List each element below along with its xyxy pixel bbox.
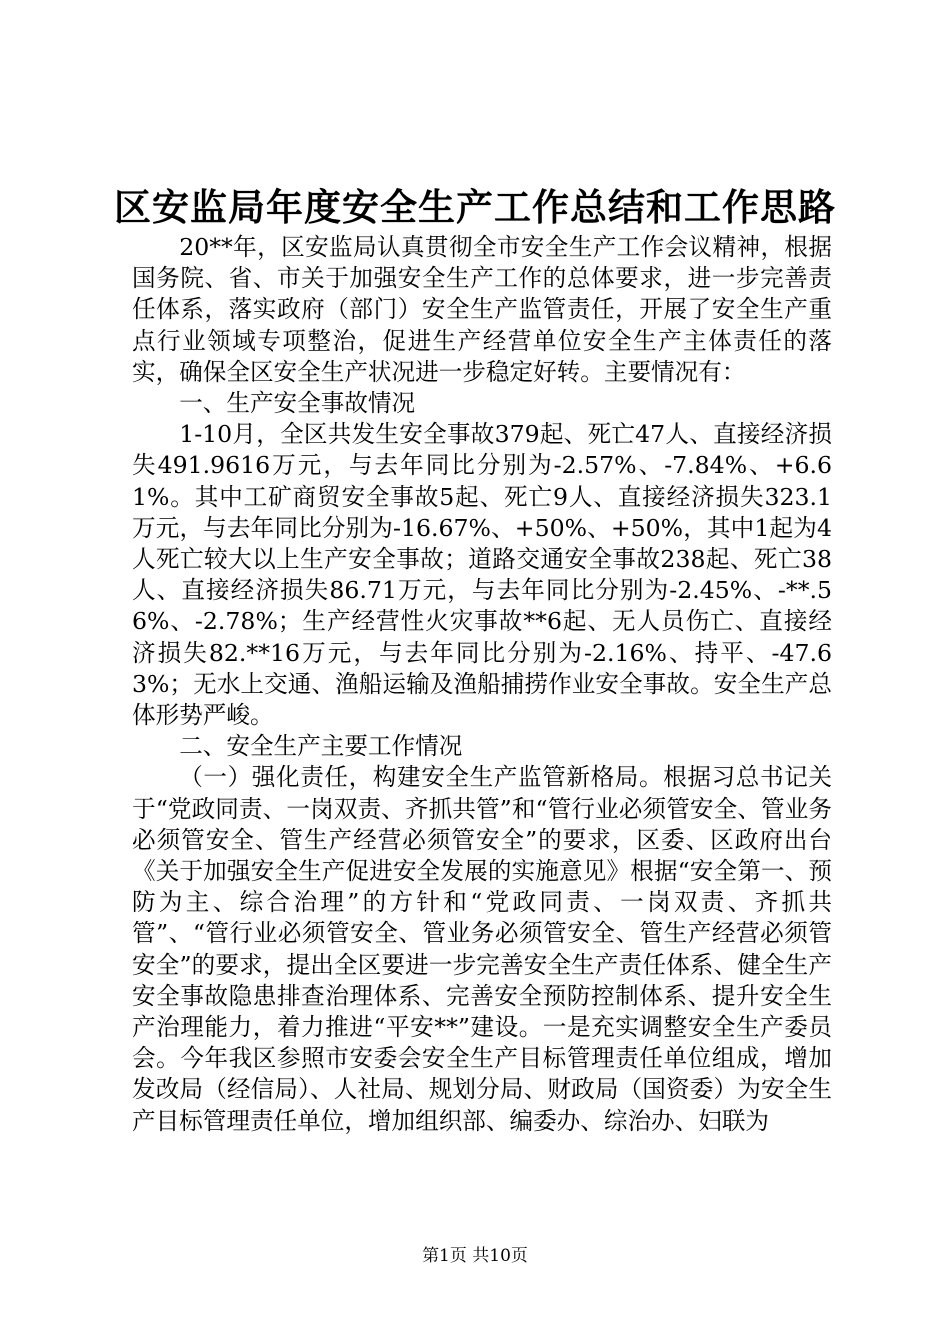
work-paragraph: （一）强化责任，构建安全生产监管新格局。根据习总书记关于“党政同责、一岗双责、齐抓共管”和“管行业必须管安全、管业务必须管安全、管生产经营必须管安全”的要求，区委、区政府出台《关于加强安全生产促进安全发展的实施意见》根据“安全第一、预防为主、综合治理”的方针和“党政同责、一岗双责、齐抓共管”、“管行业必须管安全、管业务必须管安全、管生产经营必须管安全”的要求，提出全区要进一步完善安全生产责任体系、健全生产安全事故隐患排查治理体系、完善安全预防控制体系、提升安全生产治理能力，着力推进“平安**”建设。一是充实调整安全生产委员会。今年我区参照市安委会安全生产目标管理责任单位组成，增加发改局（经信局）、人社局、规划分局、财政局（国资委）为安全生产目标管理责任单位，增加组织部、编委办、综治办、妇联为 — [132, 763, 832, 1135]
accidents-paragraph: 1-10月，全区共发生安全事故379起、死亡47人、直接经济损失491.9616万元，与去年同比分别为-2.57%、-7.84%、+6.61%。其中工矿商贸安全事故5起、死亡9人、直接经济损失323.1万元，与去年同比分别为-16.67%、+50%、+50%，其中1起为4人死亡较大以上生产安全事故；道路交通安全事故238起、死亡38人、直接经济损失86.71万元，与去年同比分别为-2.45%、-**.56%、-2.78%；生产经营性火灾事故**6起、无人员伤亡、直接经济损失82.**16万元，与去年同比分别为-2.16%、持平、-47.63%；无水上交通、渔船运输及渔船捕捞作业安全事故。安全生产总体形势严峻。 — [132, 420, 832, 730]
page-number: 第1页 共10页 — [422, 1246, 528, 1266]
intro-paragraph: 20**年，区安监局认真贯彻全市安全生产工作会议精神，根据国务院、省、市关于加强安全生产工作的总体要求，进一步完善责任体系，落实政府（部门）安全生产监管责任，开展了安全生产重点行业领域专项整治，促进生产经营单位安全生产主体责任的落实，确保全区安全生产状况进一步稳定好转。主要情况有： — [132, 233, 832, 386]
section-heading-accidents: 一、生产安全事故情况 — [179, 389, 416, 418]
document-body — [132, 232, 832, 1137]
document-title: 区安监局年度安全生产工作总结和工作思路 — [114, 185, 836, 229]
section-heading-work: 二、安全生产主要工作情况 — [179, 732, 463, 761]
